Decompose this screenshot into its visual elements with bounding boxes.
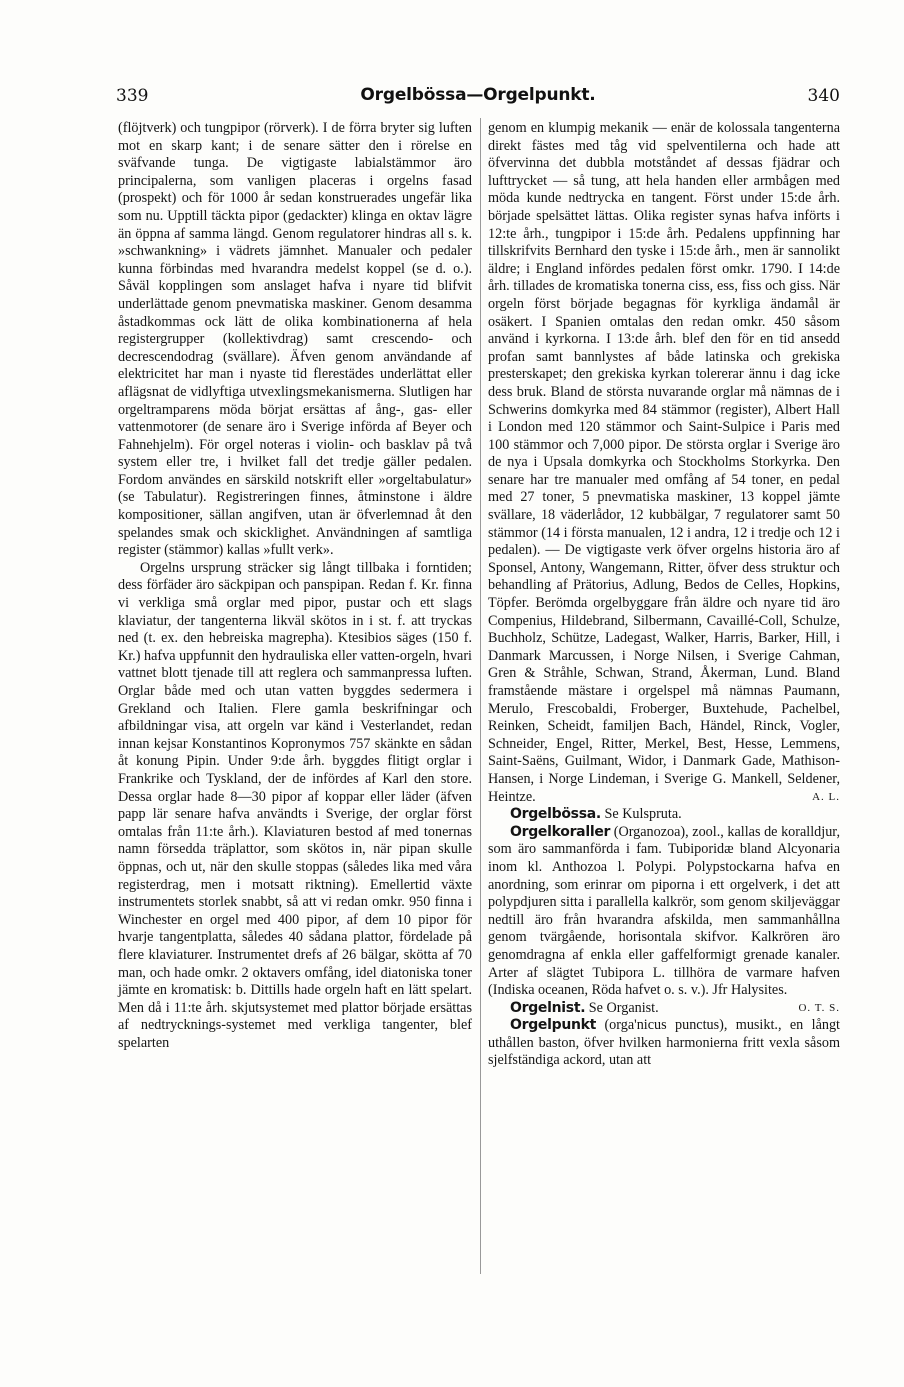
entry-orgelpunkt — [488, 1017, 840, 1070]
page-number-right: 340 — [807, 86, 840, 106]
headword: Orgelpunkt — [510, 1017, 597, 1034]
column-divider — [480, 118, 481, 1274]
running-title: Orgelbössa—Orgelpunkt. — [360, 85, 596, 105]
paragraph-organ-history: Orgelns ursprung sträcker sig långt tillbaka i forntiden; dess förfäder äro säckpipan och panspipan. Redan f. Kr. finna vi verkliga små orglar med pipor, pustar och ett slags klaviatur, der tangenterna likväl skötos in i st. f. att tryckas ned (t. ex. den hebreiska magrepha). Ktesibios säges (150 f. Kr.) hafva uppfunnit den hydrauliska eller vatten-orgeln, hvari vattnet blott tjenade till att reglera och sammanpressa luften. Orglar både med och utan vatten byggdes sedermera i Grekland och Italien. Flere gamla beskrifningar och afbildningar visa, att orgeln var känd i Vesterlandet, redan innan kejsar Konstantinos Kopronymos 757 skänkte en sådan åt konung Pipin. Under 9:de årh. byggdes flitigt orglar i Frankrike och Tyskland, der de infördes af Karl den store. Dessa orglar hade 8—30 pipor af koppar eller läder (äfven papp lär senare hafva användts i Sverige, der orglar först omtalas från 11:te årh.). Klaviaturen bestod af med tonernas namn försedda träplattor, som skötos in, när pipan skulle öppnas, och ut, när den skulle stoppas (således lika med våra registerdrag, men i motsatt riktning). Emellertid växte instrumentets storlek snabbt, så att vi redan omkr. 950 finna i Winchester en orgel med 400 pipor, af dem 10 pipor för hvarje tangentplatta, således 40 sådana plattor, fördelade på flere klaviaturer. Instrumentet drefs af 26 bälgar, skötta af 70 man, och hade omkr. 2 oktavers omfång, idel diatoniska toner jämte en kromatisk: b. Dittills hade orgeln haft en lätt spelart. Men då i 11:te årh. skjutsystemet med plattor började ersättas af nedtrycknings-systemet med verkliga tangenter, blef spelarten — [118, 559, 472, 1051]
author-signature: O. T. S. — [798, 1001, 840, 1014]
right-column — [488, 120, 840, 1070]
headword: Orgelbössa. — [510, 806, 601, 823]
headword: Orgelkoraller — [510, 823, 611, 840]
entry-body: Se Kulspruta. — [600, 806, 682, 823]
author-signature: A. L. — [812, 790, 840, 803]
page-number-left: 339 — [116, 86, 149, 106]
entry-body: Se Organist. — [585, 999, 659, 1016]
page-header — [116, 86, 840, 110]
paragraph-organ-construction: (flöjtverk) och tungpipor (rörverk). I de förra bryter sig luften mot en skarp kant; i de senare sätter den i rörelse en sväfvande tunga. De vigtigaste labialstämmor äro principalerna, som vanligen placeras i orgelns fasad (prospekt) och för 1000 år sedan konstruerades ungefär lika som nu. Upptill täckta pipor (gedackter) klinga en oktav lägre än öppna af samma längd. Genom regulatorer hindras all s. k. »schwankning» i vädrets jämnhet. Manualer och pedaler kunna förbindas med hvarandra medelst koppel (se d. o.). Såväl kopplingen som anslaget hafva i nyare tid blifvit underlättade genom pnevmatiska maskiner. Genom desamma åstadkommas ock lätt de olika kombinationerna af hela registergrupper (kollektivdrag) samt crescendo- och decrescendodrag (svällare). Äfven genom användande af elektricitet har man i nyaste tid flerestädes underlättat eller aflägsnat de vidlyftiga utvexlingsmekanismerna. Slutligen har orgeltramparens möda börjat ersättas af ång-, gas- eller vattenmotorer (de senare äro i Sverige införda af Beyer och Fahnehjelm). För orgel noteras i violin- och basklav på två system eller tre, i hvilket fall det tredje gäller pedalen. Fordom användes en särskild notskrift eller »orgeltabulatur» (se Tabulatur). Registreringen finnes, åtminstone i äldre kompositioner, sällan angifven, utan är öfverlemnad åt den spelandes smak och skicklighet. Användningen af samtliga register (stämmor) kallas »fullt verk». — [118, 120, 472, 559]
entry-body: (orga'nicus punctus), musikt., en långt uthållen baston, öfver hvilken harmonierna fritt vexla såsom sjelfständiga ackord, utan att — [488, 1017, 840, 1069]
entry-body: (Organozoa), zool., kallas de koralldjur, som äro sammanförda i fam. Tubiporidæ bland Alcyonaria inom kl. Anthozoa l. Polypi. Polypstockarna hafva en anordning, som erinrar om piporna i ett orgelverk, i det att polypdjuren sitta i parallella kalkrör, som genom skiljeväggar nedtill äro från hvarandra afskilda, men sammanhållna genom tvärgående, horisontala skifvor. Kalkrören äro genomdragna af enkla eller gaffelformigt grenade kanaler. Arter af slägtet Tubipora L. tillhöra de varmare hafven (Indiska oceanen, Röda hafvet o. s. v.). Jfr Halysites. — [488, 823, 840, 999]
history-text: genom en klumpig mekanik — enär de kolossala tangenterna direkt fästes med tåg vid spelventilerna och hade att öfvervinna det dubbla motståndet af dessas fjädrar och lufttrycket — så tung, att hela handen eller armbågen med möda kunde nedtrycka en tangent. Först under 15:de årh. började spelsättet lättas. Olika register synas hafva införts i 12:te årh., tungpipor i 15:de årh. Pedalens uppfinning har tillskrifvits Bernhard den tyske i 15:de årh., men är sannolikt äldre; i England infördes pedalen först omkr. 1790. I 14:de årh. tillades de kromatiska tonerna ciss, ess, fiss och giss. När orgeln först började begagnas för kyrkliga ändamål är osäkert. I Spanien omtalas den redan omkr. 450 såsom använd i kyrkorna. I 13:de årh. blef den för en tid ansedd profan samt bannlystes af både latinska och grekiska presterskapet; den grekiska kyrkan tolererar ännu i dag icke dess bruk. Bland de största nuvarande orglar må nämnas de i Schwerins domkyrka med 84 stämmor (register), Albert Hall i London med 120 stämmor och Saint-Sulpice i Paris med 100 stämmor och 7,000 pipor. De största orglar i Sverige äro de nya i Upsala domkyrka och Stockholms Storkyrka. Den senare har tre manualer med omfång af 54 toner, en pedal med 27 toner, 5 pnevmatiska maskiner, 13 koppel jämte svällare, 18 väderlådor, 12 kubbälgar, 7 regulatorer samt 50 stämmor (14 i första manualen, 12 i andra, 12 i tredje och 12 i pedalen). — De vigtigaste verk öfver orgelns historia äro af Sponsel, Antony, Wangemann, Ritter, öfver dess struktur och behandling af Prätorius, Adlung, Bedos de Celles, Hopkins, Töpfer. Berömda orgelbyggare från äldre och nyare tid äro Compenius, Hildebrand, Silbermann, Cavaillé-Coll, Schulze, Buchholz, Schütze, Ladegast, Walker, Harris, Barker, Hill, i Danmark Marcussen, i Norge Nilsen, i Sverige Cahman, Gren & Stråhle, Schwan, Strand, Åkerman, Lund. Bland framstående mästare i orgelspel må nämnas Paumann, Merulo, Frescobaldi, Froberger, Buxtehude, Pachelbel, Reinken, Scheidt, familjen Bach, Händel, Rinck, Vogler, Schneider, Engel, Ritter, Merkel, Best, Hesse, Lemmens, Saint-Saëns, Guilmant, Widor, i Danmark Gade, Mathison-Hansen, i Norge Lindeman, i Sverige G. Mankell, Seldener, Heintze. — [488, 120, 840, 805]
headword: Orgelnist. — [510, 999, 586, 1016]
paragraph-organ-history-continued — [488, 120, 840, 806]
entry-orgelbossa — [488, 806, 840, 824]
left-column — [118, 120, 472, 1052]
